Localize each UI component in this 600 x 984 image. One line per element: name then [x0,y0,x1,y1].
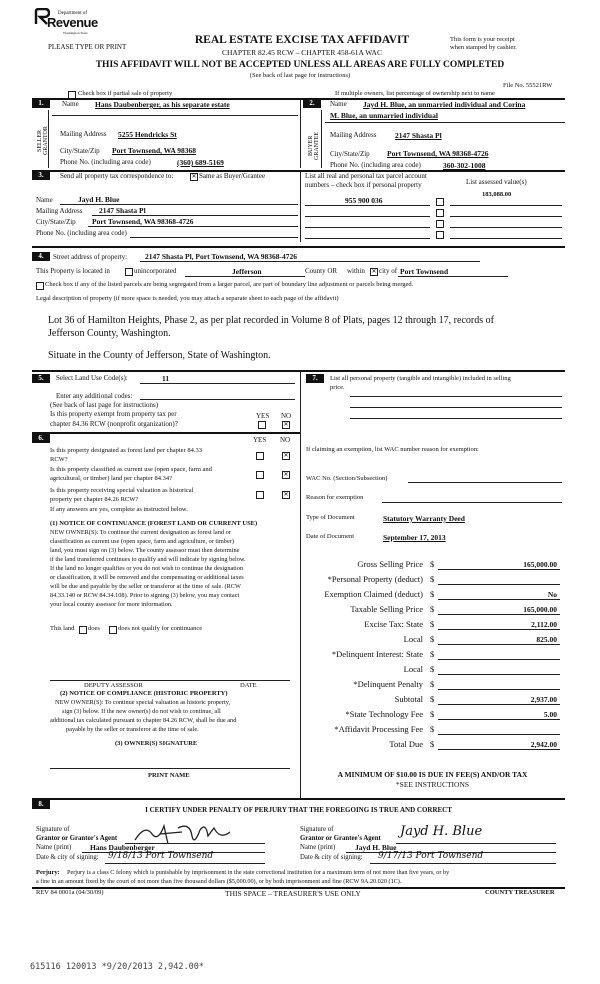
buyer-mailing[interactable]: 2147 Shasta Pl [395,131,442,140]
form-chapter: CHAPTER 82.45 RCW – CHAPTER 458-61A WAC [222,48,382,57]
grantor-date-city[interactable]: 9/18/13 Port Townsend [108,851,214,861]
print-name-label: PRINT NAME [148,772,190,779]
personal-property-checkbox[interactable] [436,209,444,217]
tax-row-label: Subtotal [394,694,423,704]
deputy-assessor-label: DEPUTY ASSESSOR [84,682,143,689]
personal-property-label-1: List all personal property (tangible and intangible) included in selling [330,375,511,382]
forest-question-1: Is this property designated as forest land per chapter 84.33 [50,447,202,454]
divider [350,396,562,397]
tax-row-value[interactable]: 2,112.00 [531,620,557,629]
divider [300,98,301,168]
does-qualify-checkbox[interactable] [79,626,87,634]
owner-signature-label: (3) OWNER(S) SIGNATURE [115,740,198,747]
personal-property-checkbox[interactable] [436,231,444,239]
current-use-no-checkbox[interactable]: ✕ [283,472,289,478]
seller-city-label: City/State/Zip [60,147,100,155]
dollar-sign: $ [430,619,435,629]
divider [305,238,430,239]
divider [32,370,565,372]
current-use-question-2: agricultural, or timber) land per chapter 84.34? [50,475,173,482]
buyer-name-line-1[interactable]: Jayd H. Blue, an unmarried individual and Corina [363,100,526,109]
notice-2-title: (2) NOTICE OF COMPLIANCE (HISTORIC PROPERTY) [60,690,228,697]
divider [396,843,556,844]
county-name[interactable]: Jefferson [232,267,262,276]
notice-2-line: payable by the seller or transferor at the time of sale. [66,726,199,733]
divider [438,689,560,690]
divider [52,115,298,116]
divider [32,432,300,434]
grantor-sig-label-2: Grantor or Grantor's Agent [36,835,118,842]
section-number: 5. [32,374,50,383]
exempt-question-1: Is this property exempt from property tax per [50,410,177,418]
tax-row-label: *State Technology Fee [345,709,423,719]
buyer-phone[interactable]: 360-302-1008 [443,161,486,170]
yes-header: YES [253,436,267,444]
additional-codes-label: Enter any additional codes: [56,392,133,400]
land-use-label: Select Land Use Code(s): [56,374,128,382]
grantee-print-name[interactable]: Jayd H. Blue [355,843,397,852]
section-number: 7. [306,374,324,383]
perjury-label: Perjury: [36,869,60,876]
certify-statement: I CERTIFY UNDER PENALTY OF PERJURY THAT THE FOREGOING IS TRUE AND CORRECT [145,806,452,814]
notice-1-line: your local county assessor for more information. [50,601,173,608]
section-number: 6. [32,434,50,443]
divider [140,383,295,384]
divider [32,798,565,800]
historic-yes-checkbox[interactable] [256,491,264,499]
current-use-question-1: Is this property classified as current use (open space, farm and [50,466,212,473]
parcel-number[interactable]: 955 900 036 [345,196,383,205]
divider [438,629,560,630]
multiple-owners-note: If multiple owners, list percentage of ownership next to name [335,90,495,97]
notice-2-line: sign (3) below. If the new owner(s) do not wish to continue, all [62,708,221,715]
divider [305,205,430,206]
assessed-label: List assessed value(s) [466,178,527,186]
grantee-date-label: Date & city of signing: [300,854,363,861]
file-number: File No. 55521RW [503,82,553,89]
divider [300,170,301,242]
see-back-instructions: (See back of last page for instructions) [50,401,159,409]
legal-desc-line-2[interactable]: Jefferson County, Washington. [48,328,171,339]
receipt-note-1: This form is your receipt [450,36,515,43]
land-use-code[interactable]: 11 [162,374,170,383]
reason-label: Reason for exemption [306,494,364,501]
s3-city[interactable]: Port Townsend, WA 98368-4726 [92,217,194,226]
current-use-yes-checkbox[interactable] [256,471,264,479]
seller-phone-label: Phone No. (including area code) [60,158,151,166]
logo-word: Revenue [47,15,98,30]
buyer-side-label: BUYER GRANTEE [308,132,320,160]
notice-1-line: if the land transferred continues to qualify and will indicate by signing below. [50,556,246,563]
property-street[interactable]: 2147 Shasta Pl, Port Townsend, WA 98368-4726 [145,252,297,261]
divider [48,110,49,168]
owner-signature-line[interactable] [50,768,290,769]
tax-row-label: Exemption Claimed (deduct) [324,589,423,599]
perjury-line-2: a fine in an amount fixed by the court of not more than five thousand dollars ($5,000.00), or by both imprisonment and fine (RCW 9A.20.020 (1C). [36,878,402,885]
date-label: DATE [240,682,257,689]
assessed-value[interactable]: 183,088.00 [482,191,512,198]
assessor-signature-line[interactable] [50,680,290,681]
unincorporated-label: unincorporated [134,267,177,275]
grantor-name-label: Name (print) [36,844,72,851]
tax-row-label: *Personal Property (deduct) [327,574,423,584]
seller-name[interactable]: Hans Daubenberger, as his separate estate [95,100,230,109]
no-header: NO [280,436,291,444]
divider [140,261,480,262]
exempt-yes-checkbox[interactable] [258,421,266,429]
divider [92,215,298,216]
tax-row-value[interactable]: No [547,590,557,599]
form-warning: THIS AFFIDAVIT WILL NOT BE ACCEPTED UNLESS ALL AREAS ARE FULLY COMPLETED [95,60,505,70]
doc-date-label: Date of Document [306,533,355,540]
minimum-fee-note: A MINIMUM OF $10.00 IS DUE IN FEE(S) AND/OR TAX [337,770,528,779]
s3-name-label: Name [36,196,53,204]
historic-question-1: Is this property receiving special valuation as historical [50,487,194,494]
divider [450,205,562,206]
dollar-sign: $ [430,649,435,659]
s3-city-label: City/State/Zip [36,218,76,226]
grantee-signature[interactable]: Jayd H. Blue [400,824,483,839]
divider [438,569,560,570]
dollar-sign: $ [430,559,435,569]
tax-row-label: *Affidavit Processing Fee [334,724,423,734]
dollar-sign: $ [430,739,435,749]
notice-1-line: land, you must sign on (3) below. The county assessor must then determine [50,547,240,554]
dollar-sign: $ [430,604,435,614]
section-number: 4. [32,252,50,261]
dollar-sign: $ [430,694,435,704]
within-label: within [347,267,365,275]
city-name[interactable]: Port Townsend [400,267,449,276]
tax-row-value[interactable]: 5.00 [543,710,557,719]
divider [438,614,560,615]
personal-property-label-2: price. [330,384,345,391]
personal-property-checkbox[interactable] [436,198,444,206]
receipt-note-2: when stamped by cashier. [450,44,517,51]
tax-row-value[interactable]: 2,942.00 [530,740,557,749]
divider [60,204,298,205]
divider [398,276,508,277]
section-number: 1. [32,99,50,108]
buyer-city[interactable]: Port Townsend, WA 98368-4726 [387,149,489,158]
does-not-label: does not qualify for continuance [118,625,203,632]
tax-row-label: Local [403,634,423,644]
doc-type[interactable]: Statutory Warranty Deed [383,514,465,523]
does-label: does [88,625,100,632]
divider [450,238,562,239]
same-as-buyer-label: Same as Buyer/Grantee [199,172,266,180]
parcel-label-1: List all real and personal tax parcel account [305,172,427,180]
seller-mailing[interactable]: 5255 Hendricks St [118,130,177,139]
divider [321,110,322,168]
city-checkbox[interactable]: ✕ [371,269,377,275]
dollar-sign: $ [430,589,435,599]
dollar-sign: $ [430,679,435,689]
grantee-date-city[interactable]: 9/17/13 Port Townsend [378,851,484,861]
segregated-label: Check box if any of the listed parcels are being segregated from a larger parcel, are part of boundary line adjustment or parcels being merged. [45,281,414,288]
seller-city[interactable]: Port Townsend, WA 98368 [112,146,197,155]
form-title: REAL ESTATE EXCISE TAX AFFIDAVIT [194,34,410,46]
forest-question-2: RCW? [50,456,68,463]
divider [305,216,430,217]
tax-row-value[interactable]: 165,000.00 [523,560,557,569]
send-correspondence-label: Send all property tax correspondence to: [60,172,174,180]
city-of-label: city of [379,267,398,275]
s3-name[interactable]: Jayd H. Blue [78,195,120,204]
divider [325,122,565,123]
buyer-city-label: City/State/Zip [330,150,370,158]
wac-label: WAC No. (Section/Subsection) [306,475,388,482]
section-number: 3. [32,171,50,180]
divider [438,734,560,735]
s3-mailing[interactable]: 2147 Shasta Pl [99,206,146,215]
notice-1-title: (1) NOTICE OF CONTINUANCE (FOREST LAND OR CURRENT USE) [50,520,258,527]
section-number: 8. [32,800,50,809]
historic-no-checkbox[interactable]: ✕ [283,492,289,498]
treasurer-use-label: THIS SPACE – TREASURER'S USE ONLY [225,889,361,898]
divider [32,246,565,248]
divider [438,659,560,660]
tax-row-label: *Delinquent Penalty [353,679,423,689]
divider [438,704,560,705]
legal-desc-line-1[interactable]: Lot 36 of Hamilton Heights, Phase 2, as per plat recorded in Volume 8 of Plats, pages 12 through 17, records of [48,315,494,326]
grantor-sig-label-1: Signature of [36,826,70,833]
yes-header: YES [256,412,270,420]
situate-line[interactable]: Situate in the County of Jefferson, State of Washington. [48,350,271,361]
see-instructions-note: *SEE INSTRUCTIONS [395,780,470,789]
divider [438,584,560,585]
divider [438,674,560,675]
grantee-sig-label-2: Grantor or Grantee's Agent [300,835,381,842]
divider [438,644,560,645]
grantor-date-label: Date & city of signing: [36,854,99,861]
tax-row-label: Local [403,664,423,674]
perjury-line-1: Perjury is a class C felony which is punishable by imprisonment in the state correctional institution for a maximum term of not more than five years, or by [67,869,450,876]
cashier-stamp: 615116 120013 *9/20/2013 2,942.00* [30,962,204,972]
rev-number: REV 84 0001a (04/30/09) [36,889,104,896]
dollar-sign: $ [430,709,435,719]
street-label: Street address of property: [53,253,128,261]
personal-property-checkbox[interactable] [436,220,444,228]
no-header: NO [281,412,292,420]
if-yes-instruction: If any answers are yes, complete as instructed below. [50,506,188,513]
grantee-name-label: Name (print) [300,844,336,851]
doc-type-label: Type of Document [306,514,355,521]
tax-row-label: Gross Selling Price [357,559,423,569]
located-label: This Property is located in [36,267,110,275]
tax-row-label: Total Due [389,739,423,749]
buyer-name-label: Name [330,100,347,108]
divider [382,502,562,503]
same-as-buyer-checkbox[interactable]: ✕ [191,174,197,180]
s3-mailing-label: Mailing Address [36,207,83,215]
divider [185,276,305,277]
divider [105,863,265,864]
section-number: 2. [303,99,321,108]
tax-row-label: *Delinquent Interest: State [331,649,423,659]
buyer-phone-label: Phone No. (including area code) [330,161,421,169]
notice-1-line: will be due and payable by the seller or transferor at the time of sale. (RCW [50,583,241,590]
notice-2-line: additional tax calculated pursuant to chapter 84.26 RCW, shall be due and [50,717,237,724]
divider [438,719,560,720]
unincorporated-checkbox[interactable] [125,268,133,276]
notice-1-line: NEW OWNER(S): To continue the current designation as forest land or [50,529,231,536]
seller-mailing-label: Mailing Address [60,130,107,138]
county-or-label: County OR [305,267,338,275]
parcel-label-2: numbers – check box if personal property [305,181,422,189]
divider [350,418,562,419]
notice-1-line: or classification, it will be removed and the compensating or additional taxes [50,574,244,581]
please-type: PLEASE TYPE OR PRINT [48,43,127,51]
s3-phone-label: Phone No. (including area code) [36,229,127,237]
see-back-note: (See back of last page for instructions) [249,72,351,79]
this-land-label: This land [50,625,75,632]
exemption-question: If claiming an exemption, list WAC number reason for exemption: [306,446,479,453]
legal-desc-label: Legal description of property (if more space is needed, you may attach a separate sheet to each page of the affidavit) [36,295,339,302]
notice-1-line: If the land no longer qualifies or you do not wish to continue the designation [50,565,244,572]
divider [370,863,556,864]
notice-1-line: 84.33.140 or RCW 84.34.108). Prior to signing (3) below, you may contact [50,592,240,599]
notice-2-line: NEW OWNER(S): To continue special valuation as historic property, [55,699,231,706]
dollar-sign: $ [430,664,435,674]
buyer-name-line-2[interactable]: M. Blue, an unmarried individual [330,111,438,120]
dollar-sign: $ [430,724,435,734]
dollar-sign: $ [430,634,435,644]
tax-row-value[interactable]: 2,937.00 [530,695,557,704]
forest-yes-checkbox[interactable] [256,452,264,460]
exempt-no-checkbox[interactable]: ✕ [283,422,289,428]
tax-row-value[interactable]: 165,000.00 [523,605,557,614]
logo-top-text: Department of [58,11,88,16]
seller-side-label: SELLER GRANTOR [37,126,49,156]
divider [305,227,430,228]
divider [450,216,562,217]
does-not-qualify-checkbox[interactable] [109,626,117,634]
notice-1-line: classification as current use (open space, farm and agriculture, or timber) [50,538,234,545]
divider [408,482,562,483]
seller-phone[interactable]: (360) 689-5169 [177,158,224,167]
seller-name-label: Name [62,100,79,108]
segregated-checkbox[interactable] [36,282,44,290]
divider [350,407,562,408]
exempt-question-2: chapter 84.36 RCW (nonprofit organization)? [50,420,178,428]
historic-question-2: property per chapter 84.26 RCW? [50,496,139,503]
divider [140,399,295,400]
divider [450,227,562,228]
buyer-mailing-label: Mailing Address [330,131,377,139]
tax-row-value[interactable]: 825.00 [536,635,557,644]
divider [88,226,298,227]
divider [130,237,298,238]
tax-row-label: Taxable Selling Price [350,604,423,614]
tax-row-label: Excise Tax: State [364,619,423,629]
grantor-print-name[interactable]: Hans Daubenberger [90,843,155,852]
logo-sub-text: Washington State [63,31,88,35]
dollar-sign: $ [430,574,435,584]
doc-date[interactable]: September 17, 2013 [383,533,446,542]
county-treasurer-label: COUNTY TREASURER [485,889,555,896]
divider [438,749,560,750]
grantee-sig-label-1: Signature of [300,826,334,833]
forest-no-checkbox[interactable]: ✕ [283,453,289,459]
divider [438,599,560,600]
partial-sale-label: Check box if partial sale of property [78,90,173,97]
